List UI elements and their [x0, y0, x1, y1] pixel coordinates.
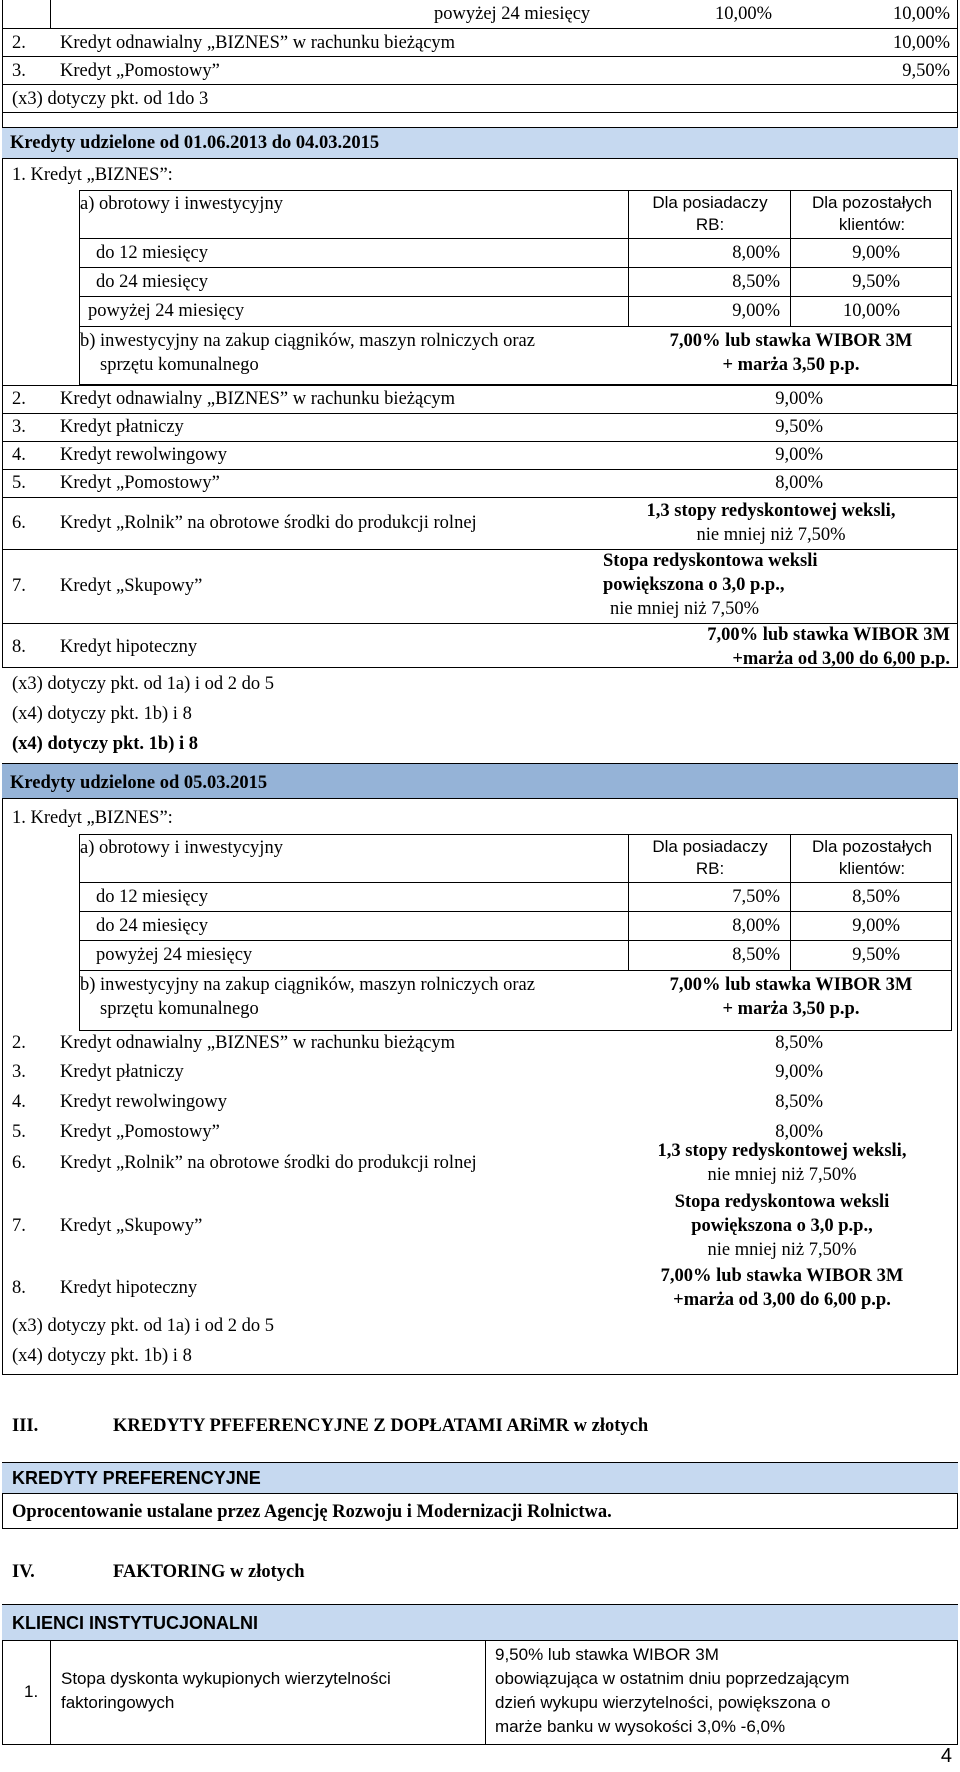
row-label: sprzętu komunalnego	[100, 999, 259, 1019]
column-divider	[628, 834, 629, 971]
divider	[2, 413, 958, 414]
row-value: 9,50%	[852, 945, 900, 965]
row-number: 4.	[12, 445, 26, 465]
column-header: Dla posiadaczy	[652, 837, 768, 856]
row-value: nie mniej niż 7,50%	[707, 1165, 857, 1185]
row-label: Kredyt „Skupowy”	[60, 576, 203, 596]
row-label: Kredyt płatniczy	[60, 1062, 184, 1082]
divider	[2, 56, 958, 57]
section-header: KLIENCI INSTYTUCJONALNI	[12, 1613, 259, 1633]
row-value: 9,50%	[902, 61, 950, 81]
row-number: 8.	[12, 637, 26, 657]
row-label: Kredyt płatniczy	[60, 417, 184, 437]
row-value: 7,00% lub stawka WIBOR 3M	[669, 975, 913, 995]
row-number: 4.	[12, 1092, 26, 1112]
row-value: 10,00%	[714, 4, 772, 24]
row-value: powiększona o 3,0 p.p.,	[603, 575, 785, 595]
column-header: Dla pozostałych	[811, 837, 932, 856]
row-number: 2.	[12, 1033, 26, 1053]
row-value: 9,50%	[775, 417, 823, 437]
item-title: 1. Kredyt „BIZNES”:	[12, 808, 173, 828]
row-label: Kredyt „Pomostowy”	[60, 1122, 220, 1142]
column-divider	[790, 834, 791, 971]
divider	[79, 238, 952, 239]
row-value: 8,50%	[775, 1033, 823, 1053]
row-value: 8,50%	[775, 1092, 823, 1112]
row-value: 9,00%	[775, 1062, 823, 1082]
row-number: 5.	[12, 473, 26, 493]
row-label: powyżej 24 miesięcy	[434, 4, 591, 24]
row-value: 8,00%	[775, 473, 823, 493]
column-divider	[50, 1641, 51, 1745]
footnote: (x4) dotyczy pkt. 1b) i 8	[12, 1346, 192, 1366]
divider	[79, 970, 952, 971]
row-number: 7.	[12, 576, 26, 596]
row-label: do 12 miesięcy	[96, 887, 209, 907]
item-subtitle: a) obrotowy i inwestycyjny	[80, 194, 283, 214]
column-header: Dla posiadaczy	[652, 193, 768, 212]
column-divider	[790, 190, 791, 327]
row-label: Kredyt „Pomostowy”	[60, 61, 220, 81]
row-value: powiększona o 3,0 p.p.,	[691, 1216, 873, 1236]
row-label: Kredyt odnawialny „BIZNES” w rachunku bieżącym	[60, 389, 456, 409]
footnote: (x4) dotyczy pkt. 1b) i 8	[12, 704, 192, 724]
row-number: 5.	[12, 1122, 26, 1142]
row-label: Kredyt „Pomostowy”	[60, 473, 220, 493]
row-label: Kredyt rewolwingowy	[60, 445, 227, 465]
row-value: nie mniej niż 7,50%	[610, 599, 759, 619]
row-number: 8.	[12, 1278, 26, 1298]
column-header: klientów:	[838, 859, 906, 878]
column-divider	[628, 190, 629, 327]
row-value: 8,50%	[732, 272, 780, 292]
row-label: powyżej 24 miesięcy	[96, 945, 253, 965]
row-label: Kredyt „Skupowy”	[60, 1216, 203, 1236]
row-value: + marża 3,50 p.p.	[722, 999, 860, 1019]
row-label: powyżej 24 miesięcy	[88, 301, 245, 321]
row-label: Kredyt odnawialny „BIZNES” w rachunku bieżącym	[60, 33, 456, 53]
row-value: 8,50%	[852, 887, 900, 907]
divider	[2, 112, 958, 113]
row-label: Kredyt hipoteczny	[60, 1278, 198, 1298]
column-header: Dla pozostałych	[811, 193, 932, 212]
row-number: 3.	[12, 61, 26, 81]
row-value: 8,00%	[775, 1122, 823, 1142]
row-value: 9,00%	[732, 301, 780, 321]
column-header: RB:	[695, 215, 725, 234]
divider	[2, 84, 958, 85]
divider	[2, 441, 958, 442]
row-value: 9,00%	[775, 445, 823, 465]
section-text: Oprocentowanie ustalane przez Agencję Rozwoju i Modernizacji Rolnictwa.	[12, 1502, 612, 1522]
row-number: 6.	[12, 513, 26, 533]
page-number: 4	[940, 1745, 952, 1767]
divider	[2, 549, 958, 550]
row-label: do 24 miesięcy	[96, 916, 209, 936]
row-number: 7.	[12, 1216, 26, 1236]
row-value: 1,3 stopy redyskontowej weksli,	[657, 1141, 907, 1161]
row-value: 1,3 stopy redyskontowej weksli,	[646, 501, 896, 521]
row-value: nie mniej niż 7,50%	[696, 525, 846, 545]
divider	[2, 28, 958, 29]
divider	[79, 911, 952, 912]
row-value: dzień wykupu wierzytelności, powiększona o	[495, 1693, 831, 1712]
divider	[79, 940, 952, 941]
footnote: (x4) dotyczy pkt. 1b) i 8	[12, 734, 199, 754]
row-value: 7,00% lub stawka WIBOR 3M	[707, 625, 950, 645]
item-title: 1. Kredyt „BIZNES”:	[12, 165, 173, 185]
row-label: Stopa dyskonta wykupionych wierzytelności	[61, 1669, 391, 1688]
column-divider	[485, 1641, 486, 1745]
item-subtitle: a) obrotowy i inwestycyjny	[80, 838, 283, 858]
section-header: KREDYTY PREFERENCYJNE	[12, 1468, 261, 1488]
row-label: Kredyt „Rolnik” na obrotowe środki do produkcji rolnej	[60, 1153, 477, 1173]
row-value: nie mniej niż 7,50%	[707, 1240, 857, 1260]
divider	[79, 267, 952, 268]
row-value: + marża 3,50 p.p.	[722, 355, 860, 375]
row-value: +marża od 3,00 do 6,00 p.p.	[673, 1290, 891, 1310]
section-header: Kredyty udzielone od 01.06.2013 do 04.03.2015	[10, 133, 380, 153]
row-label: Kredyt rewolwingowy	[60, 1092, 227, 1112]
row-value: 9,00%	[775, 389, 823, 409]
row-number: 1.	[24, 1682, 39, 1701]
divider	[2, 497, 958, 498]
divider	[79, 326, 952, 327]
row-value: 7,00% lub stawka WIBOR 3M	[669, 331, 913, 351]
row-number: 3.	[12, 1062, 26, 1082]
row-label: b) inwestycyjny na zakup ciągników, maszyn rolniczych oraz	[80, 331, 535, 351]
row-value: 9,00%	[852, 916, 900, 936]
row-value: 8,00%	[732, 916, 780, 936]
row-value: Stopa redyskontowa weksli	[674, 1192, 890, 1212]
row-label: faktoringowych	[61, 1693, 175, 1712]
row-value: marże banku w wysokości 3,0% -6,0%	[495, 1717, 786, 1736]
row-value: +marża od 3,00 do 6,00 p.p.	[732, 649, 950, 669]
divider	[79, 296, 952, 297]
row-value: 10,00%	[842, 301, 900, 321]
row-value: 10,00%	[892, 33, 950, 53]
section-title: FAKTORING w złotych	[113, 1562, 305, 1582]
row-number: 2.	[12, 389, 26, 409]
divider	[2, 385, 958, 386]
top-table-left-col-divider	[50, 0, 51, 28]
column-header: RB:	[695, 859, 725, 878]
row-value: 8,50%	[732, 945, 780, 965]
row-value: Stopa redyskontowa weksli	[603, 551, 818, 571]
row-value: 9,50%	[852, 272, 900, 292]
row-label: sprzętu komunalnego	[100, 355, 259, 375]
row-label: Kredyt hipoteczny	[60, 637, 198, 657]
row-value: 9,50% lub stawka WIBOR 3M	[495, 1645, 719, 1664]
row-number: 2.	[12, 33, 26, 53]
row-label: b) inwestycyjny na zakup ciągników, maszyn rolniczych oraz	[80, 975, 535, 995]
row-value: 7,50%	[732, 887, 780, 907]
row-value: 10,00%	[892, 4, 950, 24]
row-label: do 12 miesięcy	[96, 243, 209, 263]
footnote: (x3) dotyczy pkt. od 1do 3	[12, 89, 209, 109]
row-label: Kredyt „Rolnik” na obrotowe środki do produkcji rolnej	[60, 513, 477, 533]
divider	[79, 882, 952, 883]
row-value: 7,00% lub stawka WIBOR 3M	[660, 1266, 904, 1286]
divider	[2, 469, 958, 470]
row-value: 8,00%	[732, 243, 780, 263]
row-label: Kredyt odnawialny „BIZNES” w rachunku bieżącym	[60, 1033, 456, 1053]
section-number: IV.	[12, 1562, 35, 1582]
column-header: klientów:	[838, 215, 906, 234]
row-value: obowiązująca w ostatnim dniu poprzedzającym	[495, 1669, 850, 1688]
divider	[2, 623, 958, 624]
row-value: 9,00%	[852, 243, 900, 263]
row-number: 3.	[12, 417, 26, 437]
row-label: do 24 miesięcy	[96, 272, 209, 292]
section-number: III.	[12, 1416, 39, 1436]
section-title: KREDYTY PFEFERENCYJNE Z DOPŁATAMI ARiMR w złotych	[113, 1416, 649, 1436]
section-header: Kredyty udzielone od 05.03.2015	[10, 773, 268, 793]
footnote: (x3) dotyczy pkt. od 1a) i od 2 do 5	[12, 1316, 275, 1336]
row-number: 6.	[12, 1153, 26, 1173]
footnote: (x3) dotyczy pkt. od 1a) i od 2 do 5	[12, 674, 275, 694]
